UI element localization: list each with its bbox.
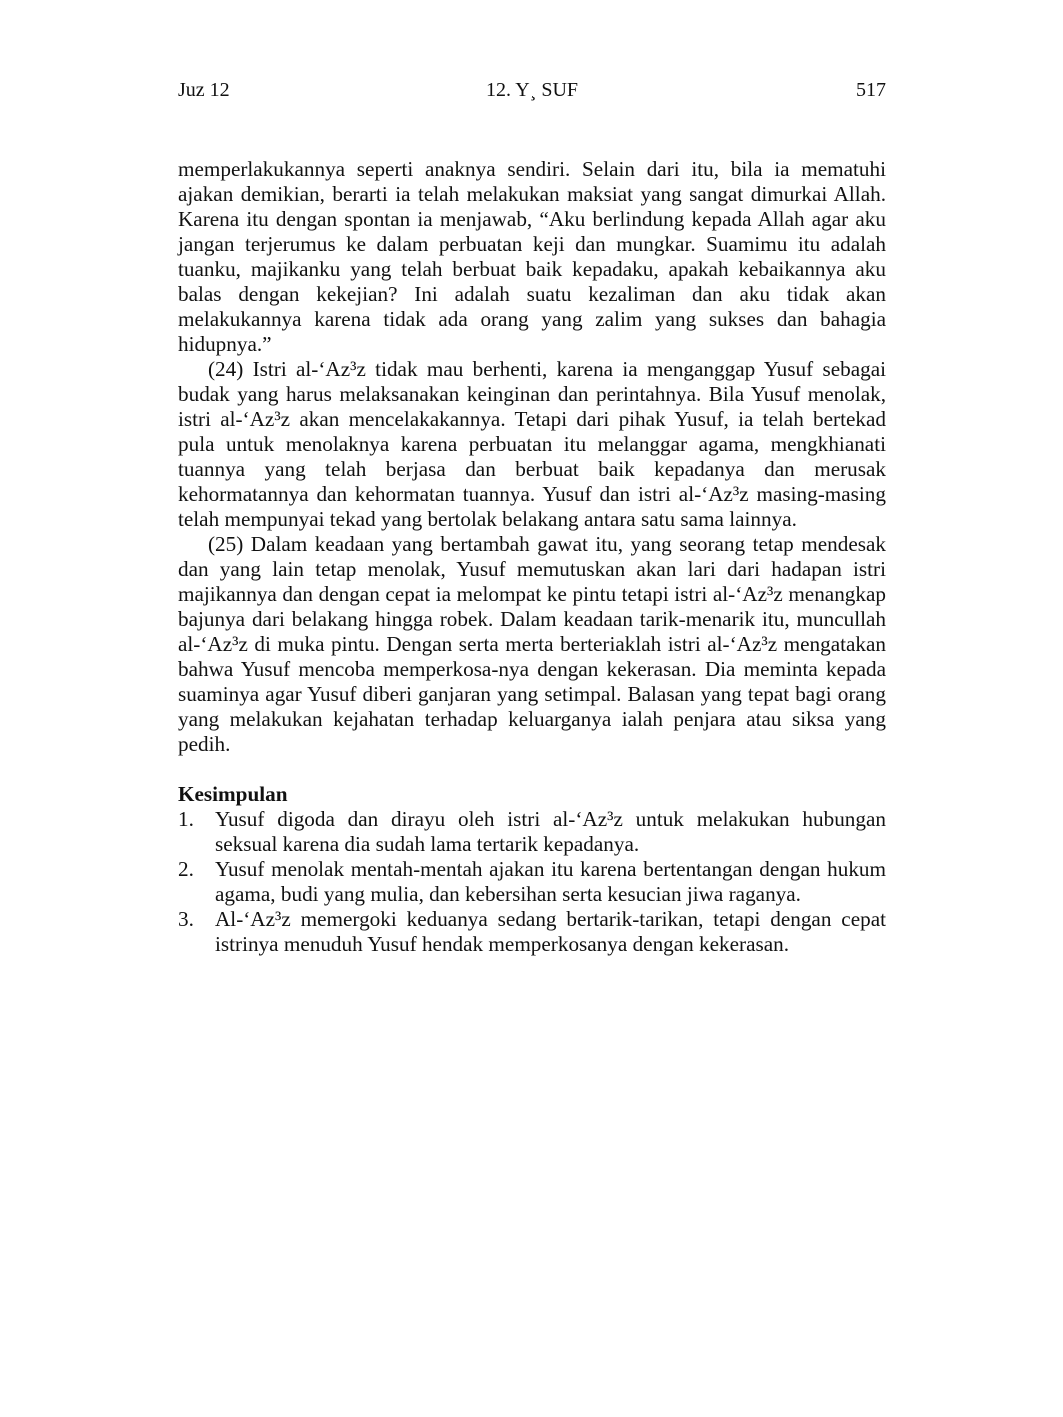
list-item-number: 3.	[178, 907, 194, 931]
list-item	[178, 857, 886, 907]
juz-label: Juz 12	[178, 79, 230, 101]
list-item-text: Yusuf menolak mentah-mentah ajakan itu karena bertentangan dengan hukum agama, budi yang mulia, dan kebersihan serta kesucian jiwa raganya.	[215, 857, 886, 906]
page-number: 517	[856, 79, 886, 101]
paragraph-verse-25: (25) Dalam keadaan yang bertambah gawat itu, yang seorang tetap mendesak dan yang lain tetap menolak, Yusuf memutuskan akan lari dari hadapan istri majikannya dan dengan cepat ia melompat ke pintu tetapi istri al-‘Az³z menangkap bajunya dari belakang hingga robek. Dalam keadaan tarik-menarik itu, muncullah al-‘Az³z di muka pintu. Dengan serta merta berteriaklah istri al-‘Az³z mengatakan bahwa Yusuf mencoba memperkosa-nya dengan kekerasan. Dia meminta kepada suaminya agar Yusuf diberi ganjaran yang setimpal. Balasan yang tepat bagi orang yang melakukan kejahatan terhadap keluarganya ialah penjara atau siksa yang pedih.	[178, 532, 886, 756]
body-text	[178, 157, 886, 957]
running-header	[178, 77, 886, 103]
paragraph-continuation: memperlakukannya seperti anaknya sendiri. Selain dari itu, bila ia mematuhi ajakan demikian, berarti ia telah melakukan maksiat yang sangat dimurkai Allah. Karena itu dengan spontan ia menjawab, “Aku berlindung kepada Allah agar aku jangan terjerumus ke dalam perbuatan keji dan mungkar. Suamimu itu adalah tuanku, majikanku yang telah berbuat baik kepadaku, apakah kebaikannya aku balas dengan kekejian? Ini adalah suatu kezaliman dan aku tidak akan melakukannya karena tidak ada orang yang zalim yang sukses dan bahagia hidupnya.”	[178, 157, 886, 356]
list-item	[178, 807, 886, 857]
surah-title: 12. Y¸ SUF	[485, 79, 579, 101]
book-page	[178, 0, 886, 1417]
list-item	[178, 907, 886, 957]
conclusion-list	[178, 807, 886, 957]
paragraph-verse-24: (24) Istri al-‘Az³z tidak mau berhenti, karena ia menganggap Yusuf sebagai budak yang harus melaksanakan keinginan dan perintahnya. Bila Yusuf menolak, istri al-‘Az³z akan mencelakakannya. Tetapi dari pihak Yusuf, ia telah bertekad pula untuk menolaknya karena perbuatan itu melanggar agama, mengkhianati tuannya yang telah berjasa dan berbuat baik kepadanya dan merusak kehormatannya dan kehormatan tuannya. Yusuf dan istri al-‘Az³z masing-masing telah mempunyai tekad yang bertolak belakang antara satu sama lainnya.	[178, 357, 886, 531]
conclusion-heading: Kesimpulan	[178, 782, 288, 806]
list-item-text: Yusuf digoda dan dirayu oleh istri al-‘Az³z untuk melakukan hubungan seksual karena dia sudah lama tertarik kepadanya.	[215, 807, 886, 856]
list-item-number: 2.	[178, 857, 194, 881]
list-item-number: 1.	[178, 807, 194, 831]
list-item-text: Al-‘Az³z memergoki keduanya sedang bertarik-tarikan, tetapi dengan cepat istrinya menuduh Yusuf hendak memperkosanya dengan kekerasan.	[215, 907, 886, 956]
